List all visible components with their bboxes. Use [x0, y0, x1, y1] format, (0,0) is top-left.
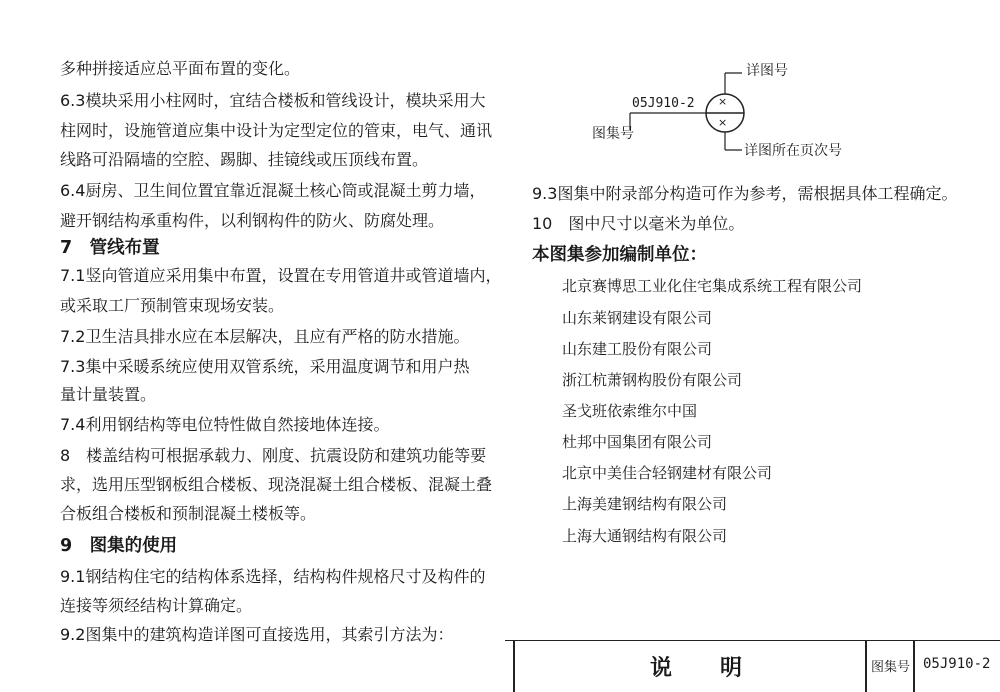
- sheet-title: 说明: [650, 656, 791, 681]
- text-line: 9.2图集中的建筑构造详图可直接选用，其索引方法为：: [60, 625, 454, 644]
- contributors-heading: 本图集参加编制单位：: [532, 245, 707, 265]
- text-line: 柱网时，设施管道应集中设计为定型定位的管束，电气、通讯: [60, 121, 493, 140]
- text-line: 7.3集中采暖系统应使用双管系统，采用温度调节和用户热: [60, 357, 470, 376]
- atlas-number-label: 图集号: [592, 126, 634, 142]
- text-line: 多种拼接适应总平面布置的变化。: [60, 59, 301, 78]
- text-line: 或采取工厂预制管束现场安装。: [60, 296, 285, 315]
- text-line: 7.4利用钢结构等电位特性做自然接地体连接。: [60, 415, 390, 434]
- divider: [513, 641, 515, 692]
- company-item: 上海大通钢结构有限公司: [562, 527, 728, 545]
- text-line: 9.1钢结构住宅的结构体系选择，结构构件规格尺寸及构件的: [60, 567, 486, 586]
- text-line: 7.2卫生洁具排水应在本层解决，且应有严格的防水措施。: [60, 327, 470, 346]
- company-item: 北京中美佳合轻钢建材有限公司: [562, 464, 773, 482]
- company-item: 山东莱钢建设有限公司: [562, 309, 713, 327]
- index-diagram: [580, 50, 880, 170]
- text-line: 7.1竖向管道应采用集中布置，设置在专用管道井或管道墙内，: [60, 266, 502, 285]
- detail-number-mark: ×: [718, 95, 728, 108]
- title-block: [505, 640, 1000, 691]
- company-item: 杜邦中国集团有限公司: [562, 433, 713, 451]
- company-item: 浙江杭萧钢构股份有限公司: [562, 371, 743, 389]
- company-item: 圣戈班依索维尔中国: [562, 402, 698, 420]
- company-item: 上海美建钢结构有限公司: [562, 495, 728, 513]
- text-line: 连接等须经结构计算确定。: [60, 596, 253, 615]
- text-line: 6.4厨房、卫生间位置宜靠近混凝土核心筒或混凝土剪力墙，: [60, 181, 486, 200]
- divider: [865, 641, 867, 692]
- text-line: 线路可沿隔墙的空腔、踢脚、挂镜线或压顶线布置。: [60, 150, 429, 169]
- text-line: 量计量装置。: [60, 385, 157, 404]
- section-heading-9: 9 图集的使用: [60, 536, 178, 556]
- atlas-code: 05J910-2: [923, 656, 991, 672]
- company-item: 北京赛博思工业化住宅集成系统工程有限公司: [562, 277, 863, 295]
- text-line: 6.3模块采用小柱网时，宜结合楼板和管线设计，模块采用大: [60, 91, 486, 110]
- text-line: 9.3图集中附录部分构造可作为参考，需根据具体工程确定。: [532, 184, 958, 203]
- text-line: 8 楼盖结构可根据承载力、刚度、抗震设防和建筑功能等要: [60, 446, 487, 465]
- page-number-mark: ×: [718, 116, 728, 129]
- atlas-number-label: 图集号: [871, 660, 911, 675]
- text-line: 合板组合楼板和预制混凝土楼板等。: [60, 504, 317, 523]
- company-item: 山东建工股份有限公司: [562, 340, 713, 358]
- atlas-code-label: 05J910-2: [632, 96, 695, 111]
- text-line: 求，选用压型钢板组合楼板、现浇混凝土组合楼板、混凝土叠: [60, 475, 493, 494]
- text-line: 避开钢结构承重构件，以利钢构件的防火、防腐处理。: [60, 211, 445, 230]
- detail-number-label: 详图号: [746, 63, 788, 79]
- section-heading-7: 7 管线布置: [60, 238, 160, 258]
- divider: [913, 641, 915, 692]
- page-number-label: 详图所在页次号: [744, 143, 842, 159]
- text-line: 10 图中尺寸以毫米为单位。: [532, 214, 745, 233]
